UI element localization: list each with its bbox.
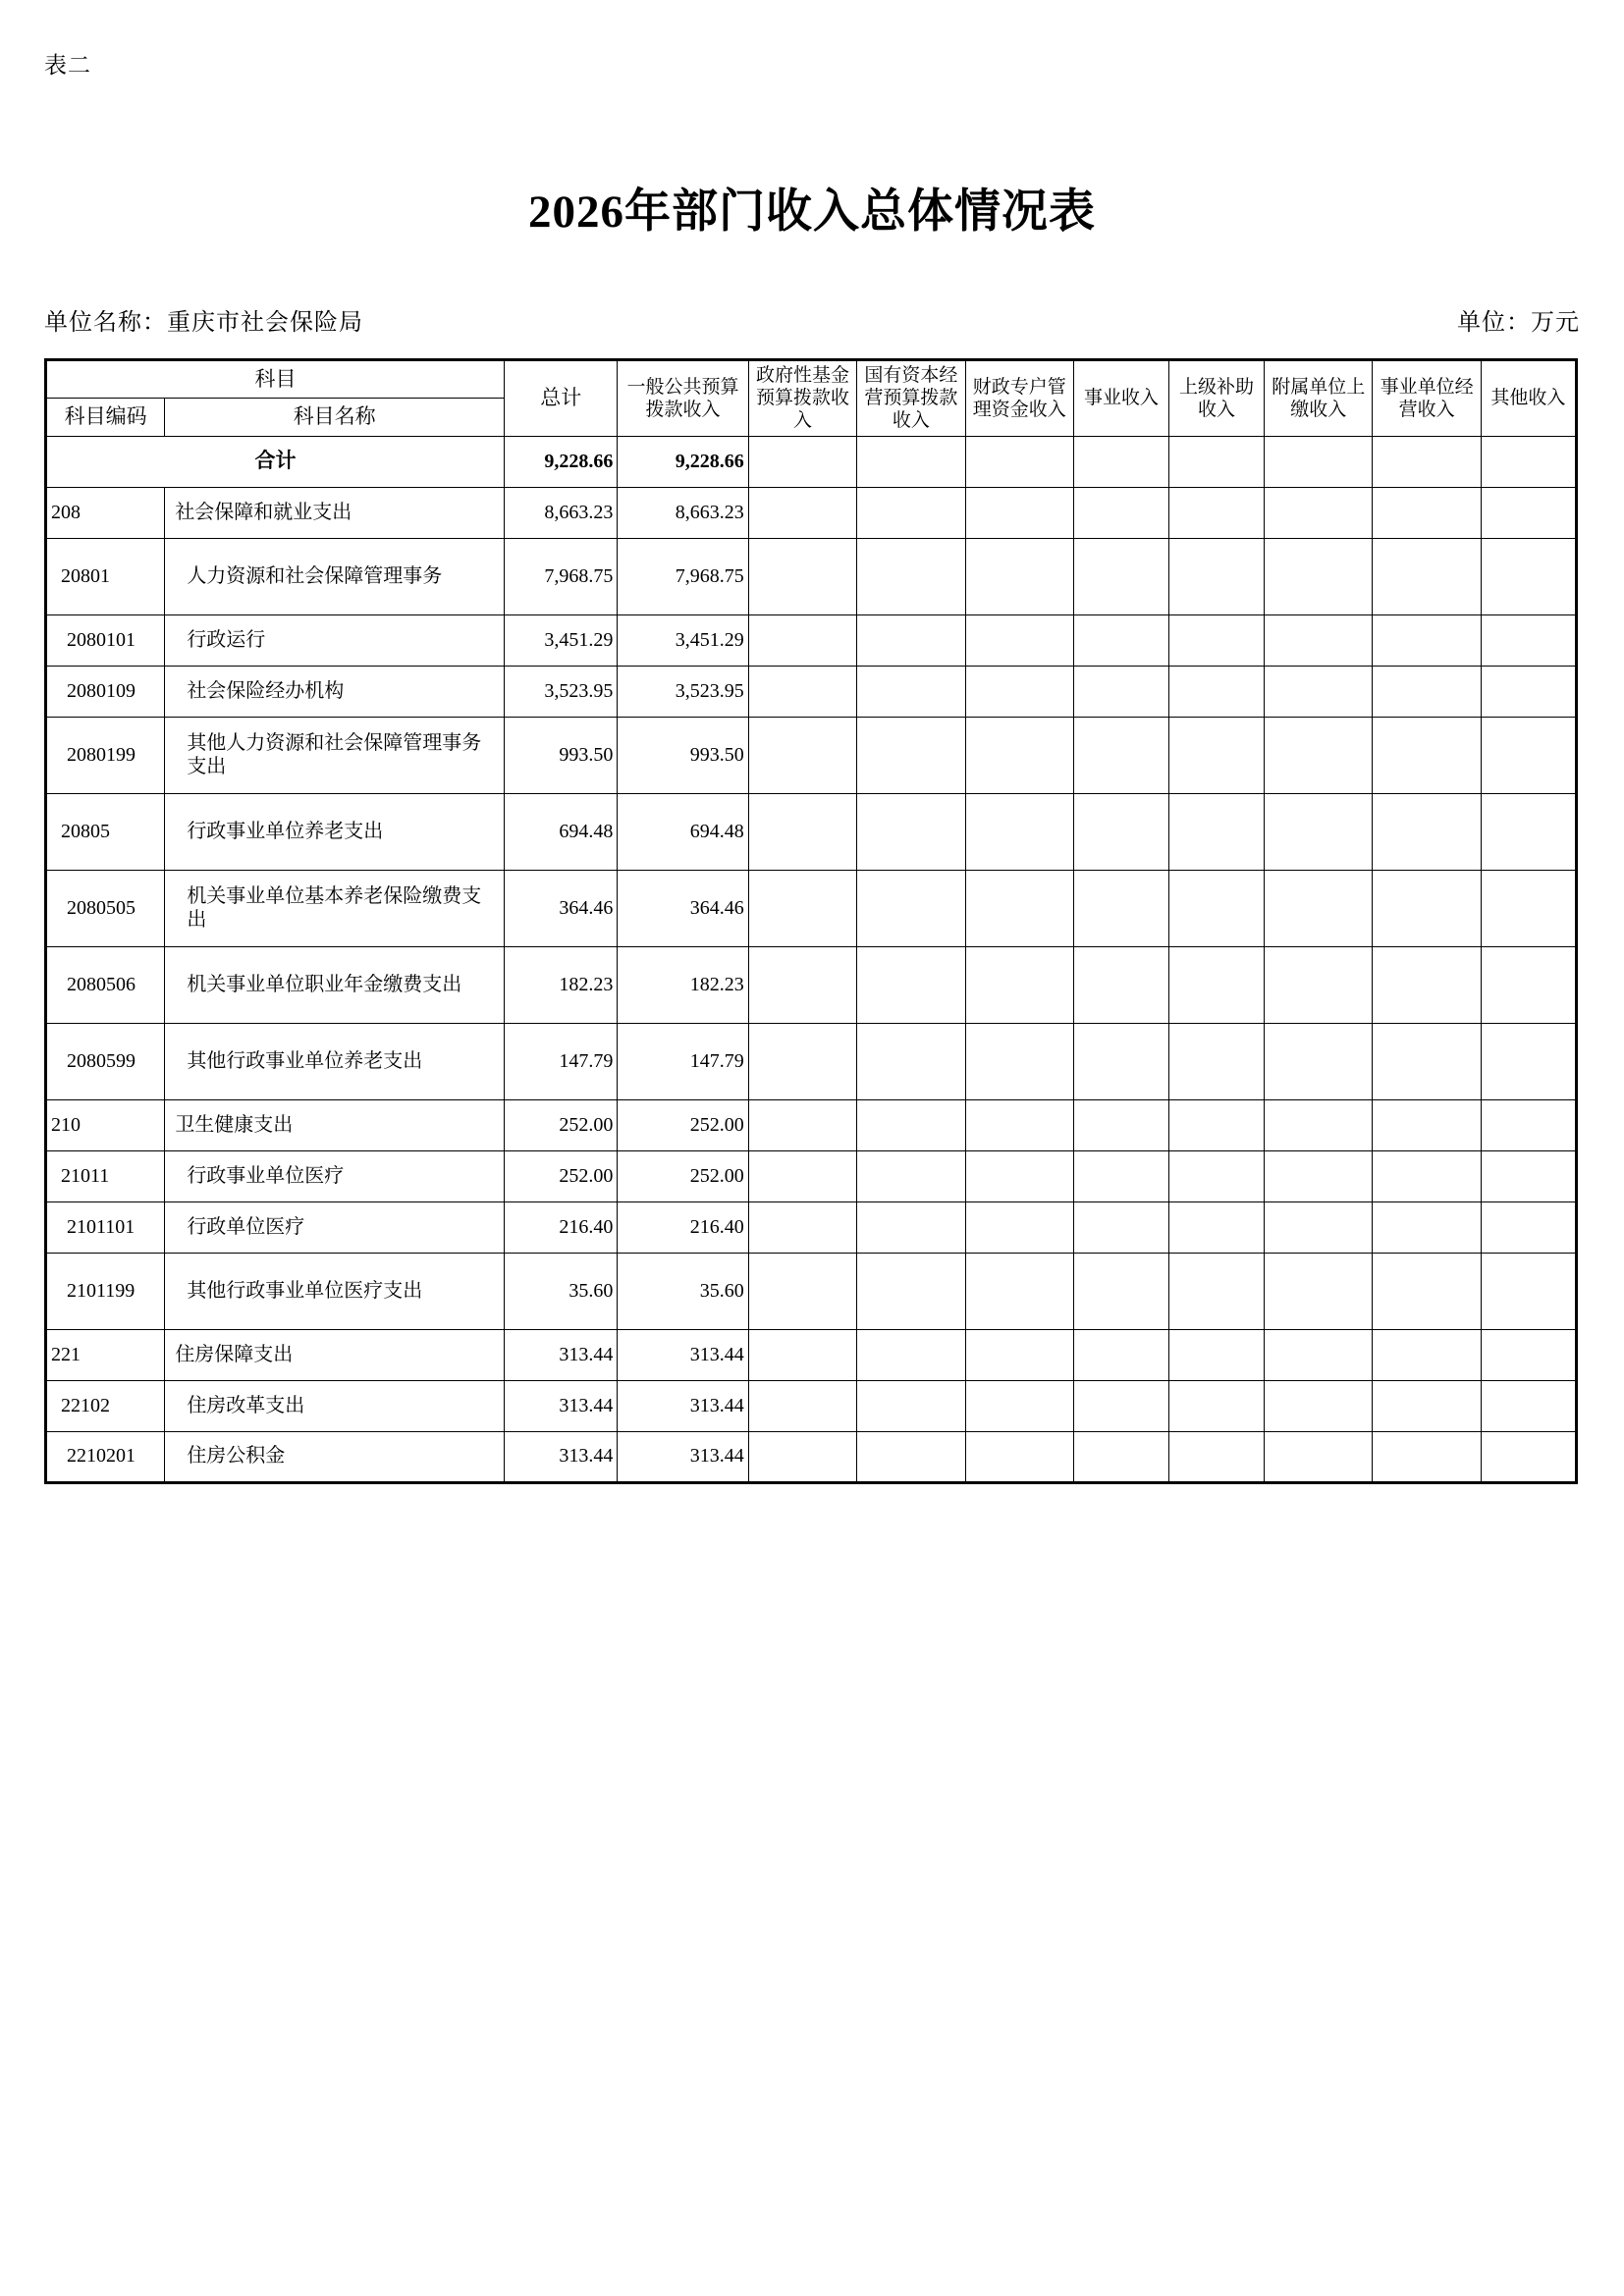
cell-oper — [1373, 1150, 1481, 1201]
cell-soecap — [857, 538, 965, 614]
cell-soecap — [857, 1431, 965, 1482]
cell-soecap — [857, 614, 965, 666]
total-cell-fiscal — [965, 436, 1073, 487]
cell-subject-code: 22102 — [46, 1380, 165, 1431]
cell-general: 313.44 — [618, 1380, 748, 1431]
header-upper-subsidy: 上级补助收入 — [1169, 360, 1265, 437]
cell-fiscal — [965, 487, 1073, 538]
cell-subord — [1265, 1099, 1373, 1150]
cell-subject-name: 行政事业单位医疗 — [165, 1150, 505, 1201]
cell-subject-name: 人力资源和社会保障管理事务 — [165, 538, 505, 614]
cell-soecap — [857, 1201, 965, 1253]
table-row — [46, 870, 1577, 946]
cell-oper — [1373, 1329, 1481, 1380]
cell-govfund — [748, 1023, 856, 1099]
header-career-income: 事业收入 — [1073, 360, 1168, 437]
header-subject-name: 科目名称 — [165, 399, 505, 436]
cell-subord — [1265, 1023, 1373, 1099]
cell-total: 252.00 — [505, 1099, 618, 1150]
cell-soecap — [857, 793, 965, 870]
cell-fiscal — [965, 538, 1073, 614]
meta-row — [44, 302, 1580, 336]
cell-oper — [1373, 1201, 1481, 1253]
header-subordinate-remit: 附属单位上缴收入 — [1265, 360, 1373, 437]
cell-career — [1073, 1431, 1168, 1482]
cell-career — [1073, 614, 1168, 666]
cell-upper — [1169, 614, 1265, 666]
cell-govfund — [748, 1329, 856, 1380]
cell-fiscal — [965, 1099, 1073, 1150]
cell-subject-name: 其他人力资源和社会保障管理事务支出 — [165, 717, 505, 793]
cell-upper — [1169, 538, 1265, 614]
total-row-label: 合计 — [46, 436, 505, 487]
cell-total: 364.46 — [505, 870, 618, 946]
cell-other — [1481, 717, 1576, 793]
cell-upper — [1169, 1023, 1265, 1099]
cell-total: 8,663.23 — [505, 487, 618, 538]
cell-total: 216.40 — [505, 1201, 618, 1253]
cell-upper — [1169, 666, 1265, 717]
cell-general: 364.46 — [618, 870, 748, 946]
cell-soecap — [857, 666, 965, 717]
cell-subject-code: 2080199 — [46, 717, 165, 793]
cell-total: 694.48 — [505, 793, 618, 870]
cell-total: 35.60 — [505, 1253, 618, 1329]
total-cell-general: 9,228.66 — [618, 436, 748, 487]
cell-fiscal — [965, 1431, 1073, 1482]
cell-career — [1073, 1023, 1168, 1099]
currency-note: 单位：万元 — [1457, 310, 1580, 336]
cell-subord — [1265, 1380, 1373, 1431]
cell-subord — [1265, 1431, 1373, 1482]
unit-name-value: 重庆市社会保险局 — [167, 310, 363, 336]
cell-fiscal — [965, 1201, 1073, 1253]
cell-subject-code: 20805 — [46, 793, 165, 870]
cell-upper — [1169, 717, 1265, 793]
cell-govfund — [748, 1380, 856, 1431]
cell-general: 694.48 — [618, 793, 748, 870]
page-title: 2026年部门收入总体情况表 — [528, 187, 1096, 238]
cell-govfund — [748, 793, 856, 870]
cell-other — [1481, 870, 1576, 946]
cell-oper — [1373, 1431, 1481, 1482]
cell-general: 35.60 — [618, 1253, 748, 1329]
cell-subject-name: 其他行政事业单位养老支出 — [165, 1023, 505, 1099]
cell-subject-code: 21011 — [46, 1150, 165, 1201]
header-subject-code: 科目编码 — [46, 399, 165, 436]
cell-other — [1481, 1150, 1576, 1201]
header-other-income: 其他收入 — [1481, 360, 1576, 437]
cell-fiscal — [965, 666, 1073, 717]
cell-career — [1073, 1201, 1168, 1253]
cell-oper — [1373, 614, 1481, 666]
table-row — [46, 1253, 1577, 1329]
cell-career — [1073, 1150, 1168, 1201]
cell-general: 8,663.23 — [618, 487, 748, 538]
cell-subord — [1265, 1150, 1373, 1201]
cell-total: 993.50 — [505, 717, 618, 793]
cell-subject-code: 210 — [46, 1099, 165, 1150]
cell-oper — [1373, 870, 1481, 946]
unit-name-label: 单位名称： — [44, 310, 167, 336]
cell-govfund — [748, 946, 856, 1023]
cell-subject-name: 行政事业单位养老支出 — [165, 793, 505, 870]
header-gov-fund: 政府性基金预算拨款收入 — [748, 360, 856, 437]
unit-name-line — [44, 302, 363, 337]
table-row — [46, 1431, 1577, 1482]
cell-career — [1073, 487, 1168, 538]
cell-oper — [1373, 1099, 1481, 1150]
cell-career — [1073, 666, 1168, 717]
table-row — [46, 1201, 1577, 1253]
cell-subject-code: 2080101 — [46, 614, 165, 666]
header-general-budget: 一般公共预算拨款收入 — [618, 360, 748, 437]
cell-other — [1481, 1253, 1576, 1329]
cell-subject-name: 机关事业单位职业年金缴费支出 — [165, 946, 505, 1023]
cell-subord — [1265, 870, 1373, 946]
cell-career — [1073, 1099, 1168, 1150]
header-soe-capital: 国有资本经营预算拨款收入 — [857, 360, 965, 437]
cell-fiscal — [965, 614, 1073, 666]
cell-subject-name: 卫生健康支出 — [165, 1099, 505, 1150]
cell-general: 313.44 — [618, 1329, 748, 1380]
cell-subject-name: 住房保障支出 — [165, 1329, 505, 1380]
cell-oper — [1373, 487, 1481, 538]
cell-other — [1481, 614, 1576, 666]
cell-career — [1073, 717, 1168, 793]
table-row — [46, 1380, 1577, 1431]
header-total: 总计 — [505, 360, 618, 437]
cell-oper — [1373, 717, 1481, 793]
cell-total: 252.00 — [505, 1150, 618, 1201]
cell-govfund — [748, 487, 856, 538]
table-row — [46, 487, 1577, 538]
cell-total: 313.44 — [505, 1329, 618, 1380]
cell-subject-code: 2080505 — [46, 870, 165, 946]
cell-career — [1073, 870, 1168, 946]
cell-oper — [1373, 666, 1481, 717]
cell-subject-code: 2080506 — [46, 946, 165, 1023]
cell-total: 3,451.29 — [505, 614, 618, 666]
cell-upper — [1169, 946, 1265, 1023]
cell-govfund — [748, 717, 856, 793]
cell-subject-name: 住房公积金 — [165, 1431, 505, 1482]
cell-general: 147.79 — [618, 1023, 748, 1099]
cell-subord — [1265, 1329, 1373, 1380]
cell-subject-code: 2101101 — [46, 1201, 165, 1253]
cell-total: 313.44 — [505, 1431, 618, 1482]
cell-subject-code: 2080109 — [46, 666, 165, 717]
table-header — [46, 360, 1577, 437]
total-cell-career — [1073, 436, 1168, 487]
table-row — [46, 614, 1577, 666]
table-row-total — [46, 436, 1577, 487]
cell-upper — [1169, 1099, 1265, 1150]
cell-subord — [1265, 538, 1373, 614]
cell-soecap — [857, 870, 965, 946]
cell-other — [1481, 1023, 1576, 1099]
cell-general: 252.00 — [618, 1099, 748, 1150]
cell-soecap — [857, 946, 965, 1023]
total-cell-other — [1481, 436, 1576, 487]
cell-govfund — [748, 666, 856, 717]
total-cell-govfund — [748, 436, 856, 487]
table-row — [46, 538, 1577, 614]
cell-other — [1481, 946, 1576, 1023]
cell-oper — [1373, 793, 1481, 870]
budget-income-table — [44, 358, 1578, 1484]
cell-govfund — [748, 870, 856, 946]
cell-soecap — [857, 1150, 965, 1201]
cell-general: 3,523.95 — [618, 666, 748, 717]
cell-general: 3,451.29 — [618, 614, 748, 666]
table-row — [46, 1099, 1577, 1150]
cell-total: 182.23 — [505, 946, 618, 1023]
cell-soecap — [857, 487, 965, 538]
cell-oper — [1373, 1380, 1481, 1431]
cell-oper — [1373, 946, 1481, 1023]
cell-other — [1481, 793, 1576, 870]
cell-subject-code: 221 — [46, 1329, 165, 1380]
cell-subord — [1265, 666, 1373, 717]
cell-fiscal — [965, 793, 1073, 870]
header-row-1 — [46, 360, 1577, 399]
cell-fiscal — [965, 1150, 1073, 1201]
cell-upper — [1169, 1150, 1265, 1201]
cell-career — [1073, 1253, 1168, 1329]
cell-career — [1073, 793, 1168, 870]
cell-govfund — [748, 1150, 856, 1201]
cell-fiscal — [965, 1253, 1073, 1329]
cell-upper — [1169, 1380, 1265, 1431]
cell-subord — [1265, 1201, 1373, 1253]
cell-subord — [1265, 793, 1373, 870]
cell-total: 3,523.95 — [505, 666, 618, 717]
cell-other — [1481, 1380, 1576, 1431]
cell-other — [1481, 538, 1576, 614]
cell-subject-code: 208 — [46, 487, 165, 538]
cell-oper — [1373, 1253, 1481, 1329]
cell-general: 252.00 — [618, 1150, 748, 1201]
cell-subord — [1265, 1253, 1373, 1329]
cell-total: 147.79 — [505, 1023, 618, 1099]
cell-subject-name: 住房改革支出 — [165, 1380, 505, 1431]
cell-total: 7,968.75 — [505, 538, 618, 614]
cell-other — [1481, 1329, 1576, 1380]
cell-fiscal — [965, 1380, 1073, 1431]
cell-other — [1481, 487, 1576, 538]
table-row — [46, 1023, 1577, 1099]
cell-career — [1073, 1380, 1168, 1431]
cell-govfund — [748, 614, 856, 666]
header-operating-income: 事业单位经营收入 — [1373, 360, 1481, 437]
cell-subject-name: 机关事业单位基本养老保险缴费支出 — [165, 870, 505, 946]
cell-fiscal — [965, 717, 1073, 793]
cell-general: 182.23 — [618, 946, 748, 1023]
cell-other — [1481, 1099, 1576, 1150]
header-subject-group: 科目 — [46, 360, 505, 399]
cell-general: 216.40 — [618, 1201, 748, 1253]
cell-upper — [1169, 1201, 1265, 1253]
cell-subject-name: 社会保险经办机构 — [165, 666, 505, 717]
cell-soecap — [857, 1023, 965, 1099]
cell-general: 313.44 — [618, 1431, 748, 1482]
cell-upper — [1169, 1329, 1265, 1380]
table-row — [46, 793, 1577, 870]
cell-fiscal — [965, 946, 1073, 1023]
cell-govfund — [748, 1253, 856, 1329]
cell-fiscal — [965, 1329, 1073, 1380]
cell-other — [1481, 666, 1576, 717]
cell-subject-name: 社会保障和就业支出 — [165, 487, 505, 538]
table-body — [46, 436, 1577, 1482]
cell-soecap — [857, 1329, 965, 1380]
cell-subord — [1265, 614, 1373, 666]
cell-upper — [1169, 1431, 1265, 1482]
cell-total: 313.44 — [505, 1380, 618, 1431]
table-row — [46, 717, 1577, 793]
cell-subord — [1265, 717, 1373, 793]
cell-upper — [1169, 1253, 1265, 1329]
cell-govfund — [748, 1431, 856, 1482]
cell-other — [1481, 1201, 1576, 1253]
cell-soecap — [857, 1253, 965, 1329]
total-cell-subord — [1265, 436, 1373, 487]
total-cell-upper — [1169, 436, 1265, 487]
cell-subject-code: 20801 — [46, 538, 165, 614]
cell-oper — [1373, 538, 1481, 614]
cell-career — [1073, 946, 1168, 1023]
cell-oper — [1373, 1023, 1481, 1099]
cell-soecap — [857, 1380, 965, 1431]
cell-subject-name: 行政运行 — [165, 614, 505, 666]
cell-other — [1481, 1431, 1576, 1482]
cell-upper — [1169, 870, 1265, 946]
cell-career — [1073, 538, 1168, 614]
cell-subject-name: 其他行政事业单位医疗支出 — [165, 1253, 505, 1329]
cell-govfund — [748, 1201, 856, 1253]
total-cell-oper — [1373, 436, 1481, 487]
cell-career — [1073, 1329, 1168, 1380]
table-row — [46, 946, 1577, 1023]
total-cell-total: 9,228.66 — [505, 436, 618, 487]
cell-fiscal — [965, 870, 1073, 946]
header-fiscal-account: 财政专户管理资金收入 — [965, 360, 1073, 437]
cell-upper — [1169, 793, 1265, 870]
cell-subord — [1265, 946, 1373, 1023]
sheet-tag: 表二 — [44, 53, 91, 78]
cell-subject-name: 行政单位医疗 — [165, 1201, 505, 1253]
cell-soecap — [857, 1099, 965, 1150]
total-cell-soecap — [857, 436, 965, 487]
table-row — [46, 1329, 1577, 1380]
cell-subord — [1265, 487, 1373, 538]
cell-govfund — [748, 538, 856, 614]
table-row — [46, 1150, 1577, 1201]
cell-govfund — [748, 1099, 856, 1150]
cell-subject-code: 2210201 — [46, 1431, 165, 1482]
cell-subject-code: 2101199 — [46, 1253, 165, 1329]
cell-general: 7,968.75 — [618, 538, 748, 614]
cell-subject-code: 2080599 — [46, 1023, 165, 1099]
cell-fiscal — [965, 1023, 1073, 1099]
cell-general: 993.50 — [618, 717, 748, 793]
cell-soecap — [857, 717, 965, 793]
cell-upper — [1169, 487, 1265, 538]
table-row — [46, 666, 1577, 717]
